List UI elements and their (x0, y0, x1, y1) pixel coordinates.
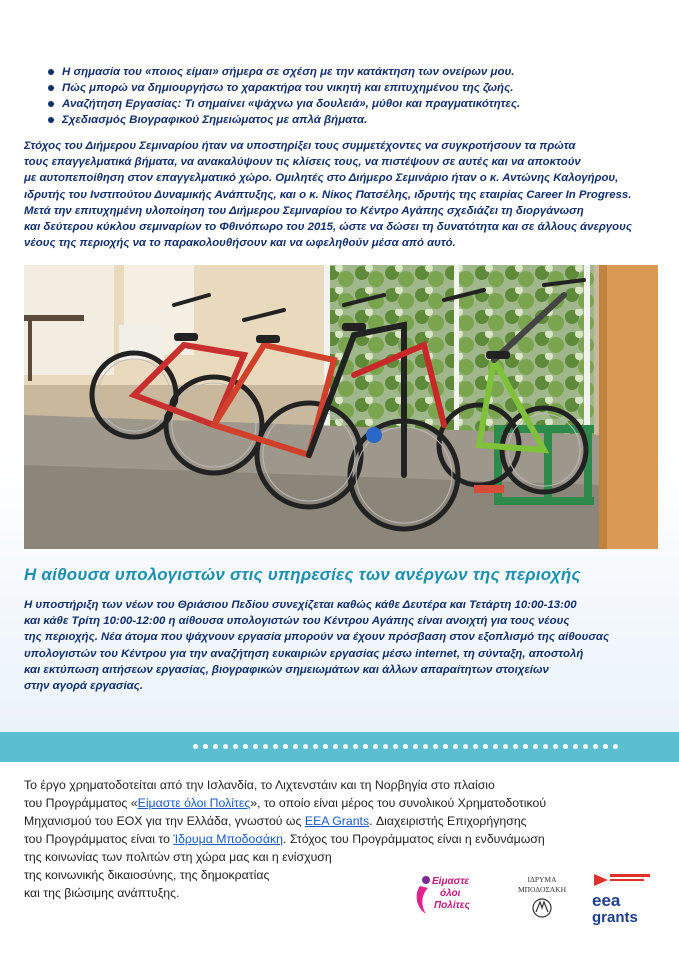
weareall-citizens-link[interactable]: Είμαστε όλοι Πολίτες (137, 796, 251, 810)
divider-dots (193, 744, 618, 749)
footer-line: του Προγράμματος είναι το Ίδρυμα Μποδοσάκη. Στόχος του Προγράμματος είναι η ενδυνάμωση (24, 832, 545, 846)
svg-text:Πολίτες: Πολίτες (434, 900, 470, 911)
svg-text:grants: grants (592, 909, 638, 926)
bodossaki-logo (518, 875, 567, 917)
svg-text:eea: eea (592, 891, 621, 910)
svg-text:όλοι: όλοι (440, 888, 461, 899)
topic-item: Αναζήτηση Εργασίας: Τι σημαίνει «ψάχνω για δουλειά», μύθοι και πραγματικότητες. (44, 96, 644, 112)
topic-item: Η σημασία του «ποιος είμαι» σήμερα σε σχέση με την κατάκτηση των ονείρων μου. (44, 64, 644, 80)
svg-text:ΜΠΟΔΟΣΑΚΗ: ΜΠΟΔΟΣΑΚΗ (517, 885, 567, 894)
svg-text:Είμαστε: Είμαστε (432, 876, 470, 887)
footer-line: της κοινωνίας των πολιτών στη χώρα μας και η ενίσχυση (24, 850, 332, 864)
footer-line: και της βιώσιμης ανάπτυξης. (24, 886, 180, 900)
seminar-goal-paragraph: Στόχος του Διήμερου Σεμιναρίου ήταν να υποστηρίξει τους συμμετέχοντες να συγκροτήσουν τα πρώτα τους επαγγελματικά βήματα, να ανακαλύψουν τις κλίσεις τους, να πιστέψουν σε αυτές και να αποκτούν με αυτοπεποίθηση στον επαγγελματικό χώρο. Ομιλητές στο Διήμερο Σεμινάριο ήταν ο κ. Αντώνης Καλογήρου, ιδρυτής του Ινστιτούτου Δυναμικής Ανάπτυξης, και ο κ. Νίκος Πατσέλης, ιδρυτής της εταιρίας Career In Progress. Μετά την επιτυχημένη υλοποίηση του Διήμερου Σεμιναρίου το Κέντρο Αγάπης σχεδιάζει τη διοργάνωση και δεύτερου κύκλου σεμιναρίων το Φθινόπωρο του 2015, ώστε να δώσει τη δυνατότητα και σε άλλους άνεργους νέους της περιοχής να το παρακολουθήσουν και να ωφεληθούν μέσα από αυτό. (24, 140, 632, 250)
eea-grants-logo (592, 874, 650, 926)
topic-item: Πώς μπορώ να δημιουργήσω το χαρακτήρα του νικητή και επιτυχημένου της ζωής. (44, 80, 644, 96)
svg-text:ΙΔΡΥΜΑ: ΙΔΡΥΜΑ (527, 875, 557, 884)
eea-grants-link[interactable]: EEA Grants (304, 814, 370, 828)
footer-line: Μηχανισμού του ΕΟΧ για την Ελλάδα, γνωστού ως EEA Grants. Διαχειριστής Επιχορήγησης (24, 814, 527, 828)
footer-line: Το έργο χρηματοδοτείται από την Ισλανδία, το Λιχτενστάιν και τη Νορβηγία στο πλαίσιο (24, 778, 495, 792)
topic-item: Σχεδιασμός Βιογραφικού Σημειώματος με απλά βήματα. (44, 112, 644, 128)
sponsor-logos (412, 868, 662, 928)
weareall-citizens-logo (417, 876, 471, 914)
footer-line: της κοινωνικής δικαιοσύνης, της δημοκρατίας (24, 868, 270, 882)
seminar-topics-list (44, 64, 644, 128)
computer-lab-paragraph: Η υποστήριξη των νέων του Θριάσιου Πεδίου συνεχίζεται καθώς κάθε Δευτέρα και Τετάρτη 10:00-13:00 και κάθε Τρίτη 10:00-12:00 η αίθουσα υπολογιστών του Κέντρου Αγάπης είναι ανοιχτή για τους νέους της περιοχής. Νέα άτομα που ψάχνουν εργασία μπορούν να έχουν πρόσβαση στον εξοπλισμό της αίθουσας υπολογιστών του Κέντρου για την αναζήτηση ευκαιριών εργασίας μέσω internet, τη σύνταξη, αποστολή και εκτύπωση αιτήσεων εργασίας, βιογραφικών σημειωμάτων και άλλων απαραίτητων στοιχείων στην αγορά εργασίας. (24, 599, 610, 693)
section-title: Η αίθουσα υπολογιστών στις υπηρεσίες των ανέργων της περιοχής (24, 565, 581, 584)
bicycles-photo (24, 265, 658, 549)
bodossaki-foundation-link[interactable]: Ίδρυμα Μποδοσάκη (173, 832, 284, 846)
footer-line: του Προγράμματος «Είμαστε όλοι Πολίτες», το οποίο είναι μέρος του συνολικού Χρηματοδοτικού (24, 796, 547, 810)
